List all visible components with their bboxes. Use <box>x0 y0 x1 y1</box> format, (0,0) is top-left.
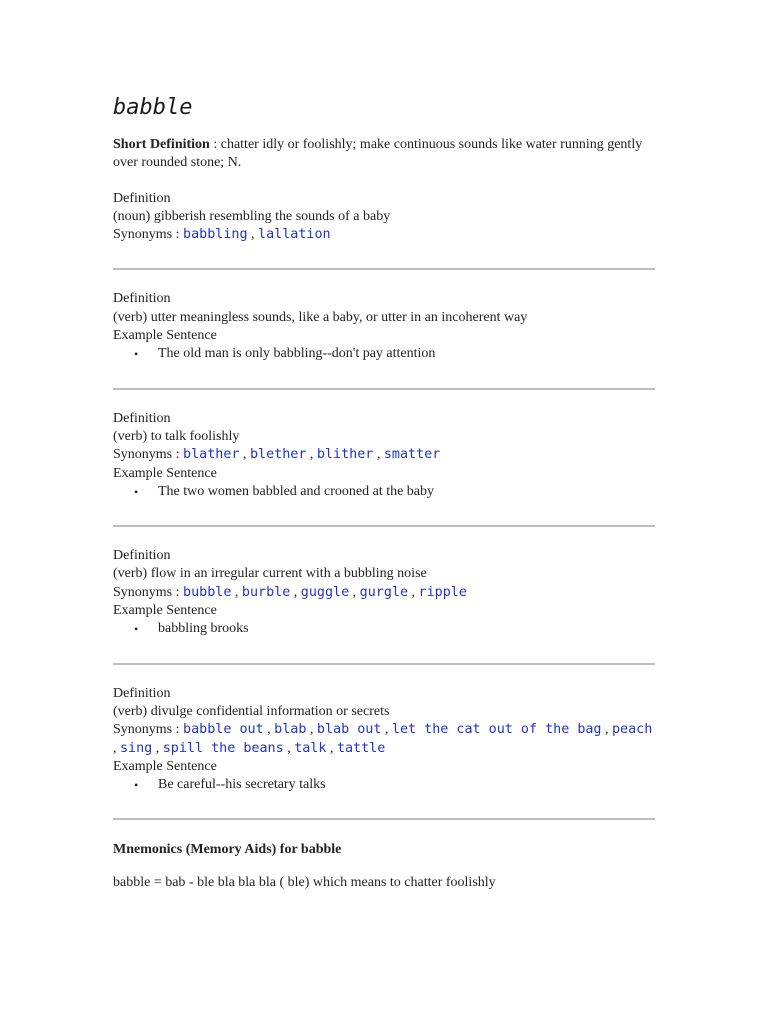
bullet-icon: • <box>134 622 139 637</box>
synonym-link[interactable]: guggle <box>300 584 350 600</box>
mnemonics-title: Mnemonics (Memory Aids) for babble <box>113 842 342 858</box>
synonym-separator: , <box>601 722 612 738</box>
synonym-link[interactable]: blether <box>249 447 307 463</box>
synonym-link[interactable]: let the cat out of the bag <box>391 722 602 738</box>
synonym-link[interactable]: talk <box>294 740 327 756</box>
synonym-separator: , <box>373 447 384 463</box>
synonym-link[interactable]: ripple <box>418 584 467 600</box>
sense-section <box>113 190 655 245</box>
example-list <box>113 776 655 794</box>
definition-text: (verb) divulge confidential information or secrets <box>113 703 390 719</box>
example-item <box>113 483 655 501</box>
synonym-link[interactable]: tattle <box>336 740 386 756</box>
short-definition <box>113 136 655 173</box>
bullet-icon: • <box>134 484 139 499</box>
short-definition-separator: : <box>209 137 221 152</box>
synonym-link[interactable]: sing <box>120 740 153 756</box>
definition-text: (verb) to talk foolishly <box>113 428 240 444</box>
synonym-separator: , <box>263 722 275 738</box>
example-item <box>113 345 655 363</box>
definition-label: Definition <box>113 685 171 701</box>
definition-label: Definition <box>113 410 171 426</box>
synonym-separator: , <box>113 740 120 756</box>
definition-label: Definition <box>113 291 171 307</box>
synonym-link[interactable]: smatter <box>383 447 441 463</box>
synonym-link[interactable]: spill the beans <box>162 740 284 756</box>
section-divider <box>113 268 655 270</box>
definition-label: Definition <box>113 548 171 564</box>
example-text: Be careful--his secretary talks <box>158 777 326 793</box>
synonym-link[interactable]: blather <box>183 447 240 463</box>
synonyms-label: Synonyms : <box>113 227 184 243</box>
example-list <box>113 483 655 501</box>
synonyms-line <box>113 446 655 464</box>
section-divider <box>113 388 655 390</box>
synonym-separator: , <box>326 740 337 756</box>
synonym-link[interactable]: blab out <box>316 722 382 738</box>
synonym-link[interactable]: burble <box>241 584 291 600</box>
section-divider <box>113 818 655 820</box>
synonyms-line <box>113 584 655 602</box>
example-list <box>113 345 655 363</box>
synonyms-line <box>113 226 655 244</box>
synonym-separator: , <box>381 722 392 738</box>
section-divider <box>113 663 655 665</box>
synonyms-line <box>113 721 655 758</box>
definition-text: (verb) utter meaningless sounds, like a baby, or utter in an incoherent way <box>113 309 528 325</box>
synonym-link[interactable]: bubble <box>183 584 232 600</box>
synonym-link[interactable]: blab <box>274 722 307 738</box>
synonym-separator: , <box>349 584 360 600</box>
example-sentence-label: Example Sentence <box>113 758 217 774</box>
synonym-link[interactable]: lallation <box>258 227 331 243</box>
example-item <box>113 776 655 794</box>
synonym-link[interactable]: babble out <box>183 722 264 738</box>
example-sentence-label: Example Sentence <box>113 328 217 344</box>
section-divider <box>113 525 655 527</box>
synonym-separator: , <box>306 447 317 463</box>
short-definition-text: chatter idly or foolishly; make continuous sounds like water running gently over rounded stone; N. <box>113 137 643 171</box>
short-definition-label: Short Definition <box>113 137 210 152</box>
example-sentence-label: Example Sentence <box>113 603 217 619</box>
mnemonics-text: babble = bab - ble bla bla bla ( ble) which means to chatter foolishly <box>113 875 496 891</box>
synonyms-label: Synonyms : <box>113 584 184 600</box>
word-title: babble <box>113 95 193 120</box>
sense-section <box>113 547 655 638</box>
definition-text: (verb) flow in an irregular current with a bubbling noise <box>113 566 427 582</box>
synonyms-label: Synonyms : <box>113 722 184 738</box>
synonym-separator: , <box>239 447 250 463</box>
senses-list <box>113 190 655 821</box>
synonym-separator: , <box>306 722 317 738</box>
dictionary-entry <box>113 94 655 893</box>
example-list <box>113 620 655 638</box>
synonym-separator: , <box>152 740 163 756</box>
sense-section <box>113 290 655 363</box>
example-sentence-label: Example Sentence <box>113 465 217 481</box>
sense-section <box>113 685 655 795</box>
definition-text: (noun) gibberish resembling the sounds of a baby <box>113 208 391 224</box>
example-item <box>113 620 655 638</box>
sense-section <box>113 410 655 501</box>
synonym-separator: , <box>231 584 242 600</box>
synonym-separator: , <box>408 584 419 600</box>
synonym-separator: , <box>290 584 301 600</box>
synonyms-label: Synonyms : <box>113 447 184 463</box>
synonym-link[interactable]: peach <box>612 722 653 738</box>
synonym-link[interactable]: gurgle <box>359 584 409 600</box>
bullet-icon: • <box>134 778 139 793</box>
synonym-separator: , <box>283 740 295 756</box>
bullet-icon: • <box>134 347 139 362</box>
example-text: The two women babbled and crooned at the baby <box>158 483 435 499</box>
synonym-link[interactable]: blither <box>316 447 374 463</box>
example-text: The old man is only babbling--don't pay attention <box>158 346 436 362</box>
mnemonics-section <box>113 840 655 893</box>
definition-label: Definition <box>113 190 171 206</box>
example-text: babbling brooks <box>158 621 249 637</box>
synonym-separator: , <box>247 227 259 243</box>
synonym-link[interactable]: babbling <box>183 227 248 243</box>
